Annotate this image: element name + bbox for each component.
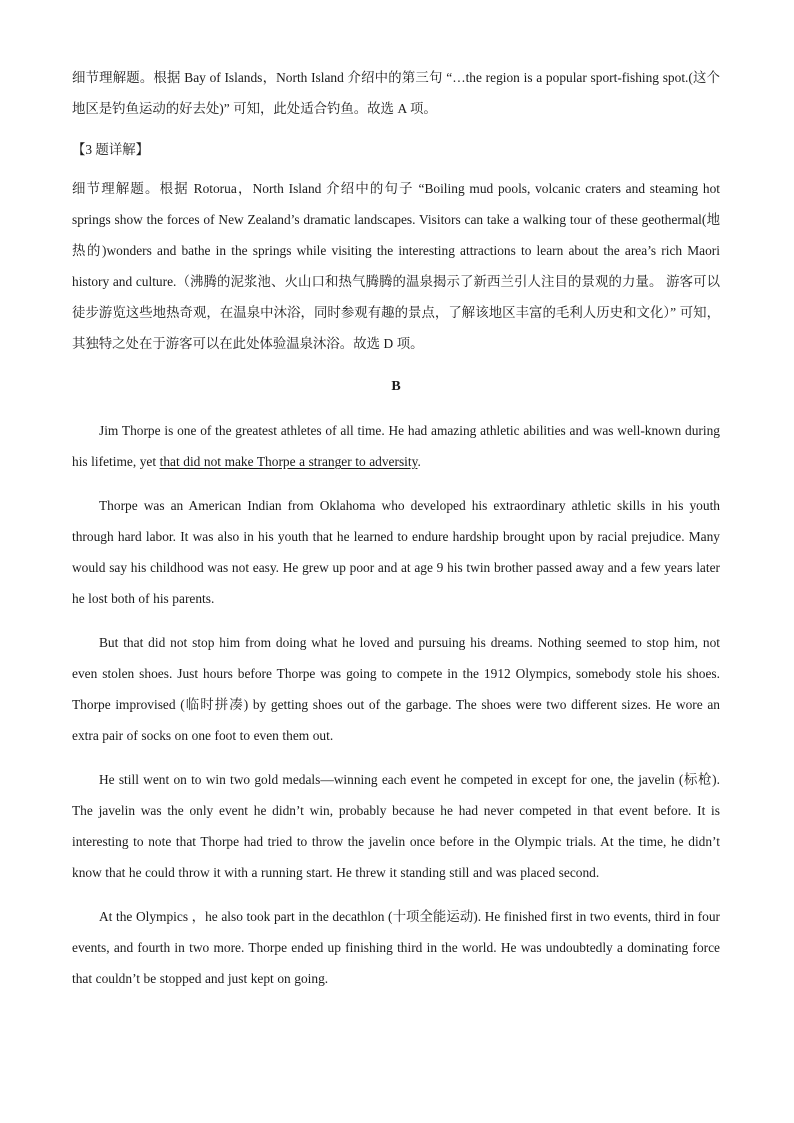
underlined-phrase: that did not make Thorpe a stranger to adversity [159,454,418,469]
document-page [72,62,720,994]
passage-paragraph-5: At the Olympics ，he also took part in the decathlon (十项全能运动). He finished first in two events, third in four events, and fourth in two more. Thorpe ended up finishing third in the world. He was undoubtedly a dominating force that couldn’t be stopped and just kept on going. [72,909,720,986]
section-label: B [391,379,401,394]
passage-paragraph-4: He still went on to win two gold medals—winning each event he competed in except for one, the javelin (标枪). The javelin was the only event he didn’t win, probably because he had never competed in that event before. It is interesting to note that Thorpe had tried to throw the javelin once before in the Olympic trials. At the time, he didn’t know that he could throw it with a running start. He threw it standing still and was placed second. [72,772,720,880]
p1-text: Jim Thorpe is one of the greatest athletes of all time. He had amazing athletic abilities and was well-known during his lifetime, yet [72,423,720,469]
q2-explanation: 细节理解题。根据 Bay of Islands，North Island 介绍中的第三句 “…the region is a popular sport-fishing spot.(这个地区是钓鱼运动的好去处)” 可知，此处适合钓鱼。故选 A 项。 [72,70,720,116]
passage-paragraph-3: But that did not stop him from doing what he loved and pursuing his dreams. Nothing seemed to stop him, not even stolen shoes. Just hours before Thorpe was going to compete in the 1912 Olympics, somebody stole his shoes. Thorpe improvised (临时拼凑) by getting shoes out of the garbage. The shoes were two different sizes. He wore an extra pair of socks on one foot to even them out. [72,635,720,743]
passage-paragraph-2: Thorpe was an American Indian from Oklahoma who developed his extraordinary athletic skills in his youth through hard labor. It was also in his youth that he learned to endure hardship brought upon by racial prejudice. Many would say his childhood was not easy. He grew up poor and at age 9 his twin brother passed away and a few years later he lost both of his parents. [72,498,720,606]
q3-explanation: 细节理解题。根据 Rotorua，North Island 介绍中的句子 “Boiling mud pools, volcanic craters and steaming hot springs show the forces of New Zealand’s dramatic landscapes. Visitors can take a walking tour of these geothermal(地热的)wonders and bathe in the springs while visiting the interesting attractions to learn about the area’s rich Maori history and culture.（沸腾的泥浆池、火山口和热气腾腾的温泉揭示了新西兰引人注目的景观的力量。 游客可以徒步游览这些地热奇观，在温泉中沐浴，同时参观有趣的景点，了解该地区丰富的毛利人历史和文化）” 可知，其独特之处在于游客可以在此处体验温泉沐浴。故选 D 项。 [72,181,720,351]
passage-paragraph-1 [72,415,720,477]
p1-end: . [417,454,421,469]
q3-heading: 【3 题详解】 [72,142,149,157]
